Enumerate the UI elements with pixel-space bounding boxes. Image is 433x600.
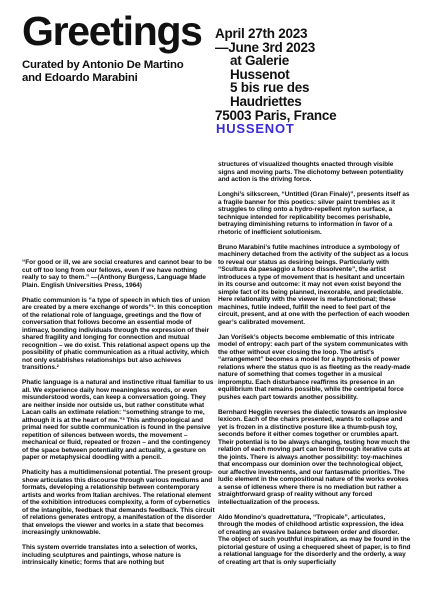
text-column-left — [22, 259, 215, 596]
venue-line: at Galerie — [230, 53, 290, 69]
body-paragraph: This system override translates into a selection of works, including sculptures and paintings, whose nature is intrinsically kinetic; forms that are nothing but — [22, 544, 198, 566]
page-title: Greetings — [22, 8, 202, 54]
body-paragraph: structures of visualized thoughts enacted through visible signs and moving parts. The dichotomy between potentiality and action is the driving force. — [218, 161, 404, 183]
date-end: —June 3rd 2023 — [215, 39, 316, 55]
text-column-right — [218, 161, 411, 596]
curator-line: and Edoardo Marabini — [22, 71, 138, 84]
epigraph: “For good or ill, we are social creatures and cannot bear to be cut off too long from our fellows, even if we have nothing really to say to them.” —(Anthony Burgess, Language Made Plain. English Universities Press, 1964) — [22, 259, 212, 289]
address-line: Haudriettes — [230, 93, 302, 109]
address-line: 5 bis rue des — [230, 80, 310, 96]
exhibition-info — [215, 27, 425, 122]
body-paragraph: Phaticity has a multidimensional potential. The present group-show articulates this discourse through various mediums and formats, developing a relationship between contemporary artists and works from Italian archives. The relational element of the exhibition introduces complexity, a form of cybernetics of the intangible, feedback that demands feedback. This circuit of relations generates entropy, a manifestation of the disorder that envelops the viewer and works in a state that becomes increasingly unknowable. — [22, 469, 215, 536]
body-paragraph: Aldo Mondino’s quadrettatura, “Tropicale”, articulates, through the modes of childhood artistic expression, the idea of creating an evasive balance between order and disorder. The object of such youthful inspiration, as may be found in the pictorial gesture of using a chequered sheet of paper, is to find a relational language for the disorderly and the orderly, a way of creating art that is only superficially — [218, 513, 411, 566]
date-start: April 27th 2023 — [215, 26, 308, 41]
gallery-logo: HUSSENOT — [216, 121, 295, 136]
body-paragraph: Phatic language is a natural and instinctive ritual familiar to us all. We experience daily how meaningless words, or even misunderstood words, can keep a conversation going. They are neither inside nor outside us, but rather constitute what Lacan calls an extimate relation: “something strange to me, although it is at the heart of me.”³ This anthropological and primal need for subtle communication is found in the pensive repetition of silences between words, the movement – mechanical or fluid, repeated or frozen – and the contingency of the space between potentiality and actuality, a gesture on paper or metaphysical doodling with a pencil. — [22, 379, 214, 461]
body-paragraph: Phatic communion is “a type of speech in which ties of union are created by a mere exchange of words”¹. In this conception of the relational role of language, greetings and the flow of conversation that follows become an essential mode of intimacy, bonding individuals through the expression of their shared fragility and longing for connection and mutual recognition – we do exist. This relational aspect opens up the possibility of phatic communication as a ritual activity, which not only establishes relationships but also achieves transitions.² — [22, 296, 213, 371]
body-paragraph: Longhi’s silkscreen, “Untitled (Gran Finale)”, presents itself as a fragile banner for this poetics: silver paint trembles as it struggles to cling onto a hydro-repellent nylon surface, a technique intended for replicability becomes perishable, betraying diminishing returns to information in favor of a rhetoric of inefficient solutionism. — [218, 191, 410, 236]
curator-credit — [22, 59, 183, 84]
address-city: 75003 Paris, France — [215, 107, 337, 123]
venue-name: Hussenot — [230, 66, 290, 82]
body-paragraph: Bruno Marabini’s futile machines introduce a symbology of machinery detached from the activity of the subject as a locus to reveal our status as desiring beings. Particularly with “Scultura da paesaggio a fuoco dissolvente”, the artist introduces a type of movement that is hesitant and uncertain in its course and outcome: it may not even exist beyond the simple fact of its being planned, inexorable, and predictable. Here relationality with the viewer is meta-functional; these machines, futile indeed, fulfill the need to feel part of the circuit, present, and at one with the perfection of each wooden gear’s calibrated movement. — [218, 243, 410, 326]
curator-line: Curated by Antonio De Martino — [22, 59, 184, 71]
body-paragraph: Bernhard Hegglin reverses the dialectic towards an implosive lexicon. Each of the chairs presented, wants to collapse and yet is frozen in a distinctive posture like a thumb-push toy, seconds before it either comes together or crumbles apart. Their potential is to be always changing, testing how much the relation of each moving part can bend through iterative cuts at the joints. There is always another possibility: toy-machines that encompass our dominion over the technological object, our affective investments, and our fantasmatic priorities. The ludic element in the compositional nature of the works evokes a sense of idleness where there is no mediation but rather a straightforward grasp of reality without any forced intellectualization of the process. — [218, 408, 410, 506]
body-paragraph: Jan Voríšek’s objects become emblematic of this intricate model of entropy: each part of the system communicates with the other without ever closing the loop. The artist’s “arrangement” becomes a model for a hypothesis of power relations where the status quo is as fleeting as the ready-made nature of something that comes together in a musical impromptu. Each disturbance reaffirms its presence in an equilibrium that remains possible, while the centripetal force pushes each part towards another possibility. — [218, 333, 411, 401]
